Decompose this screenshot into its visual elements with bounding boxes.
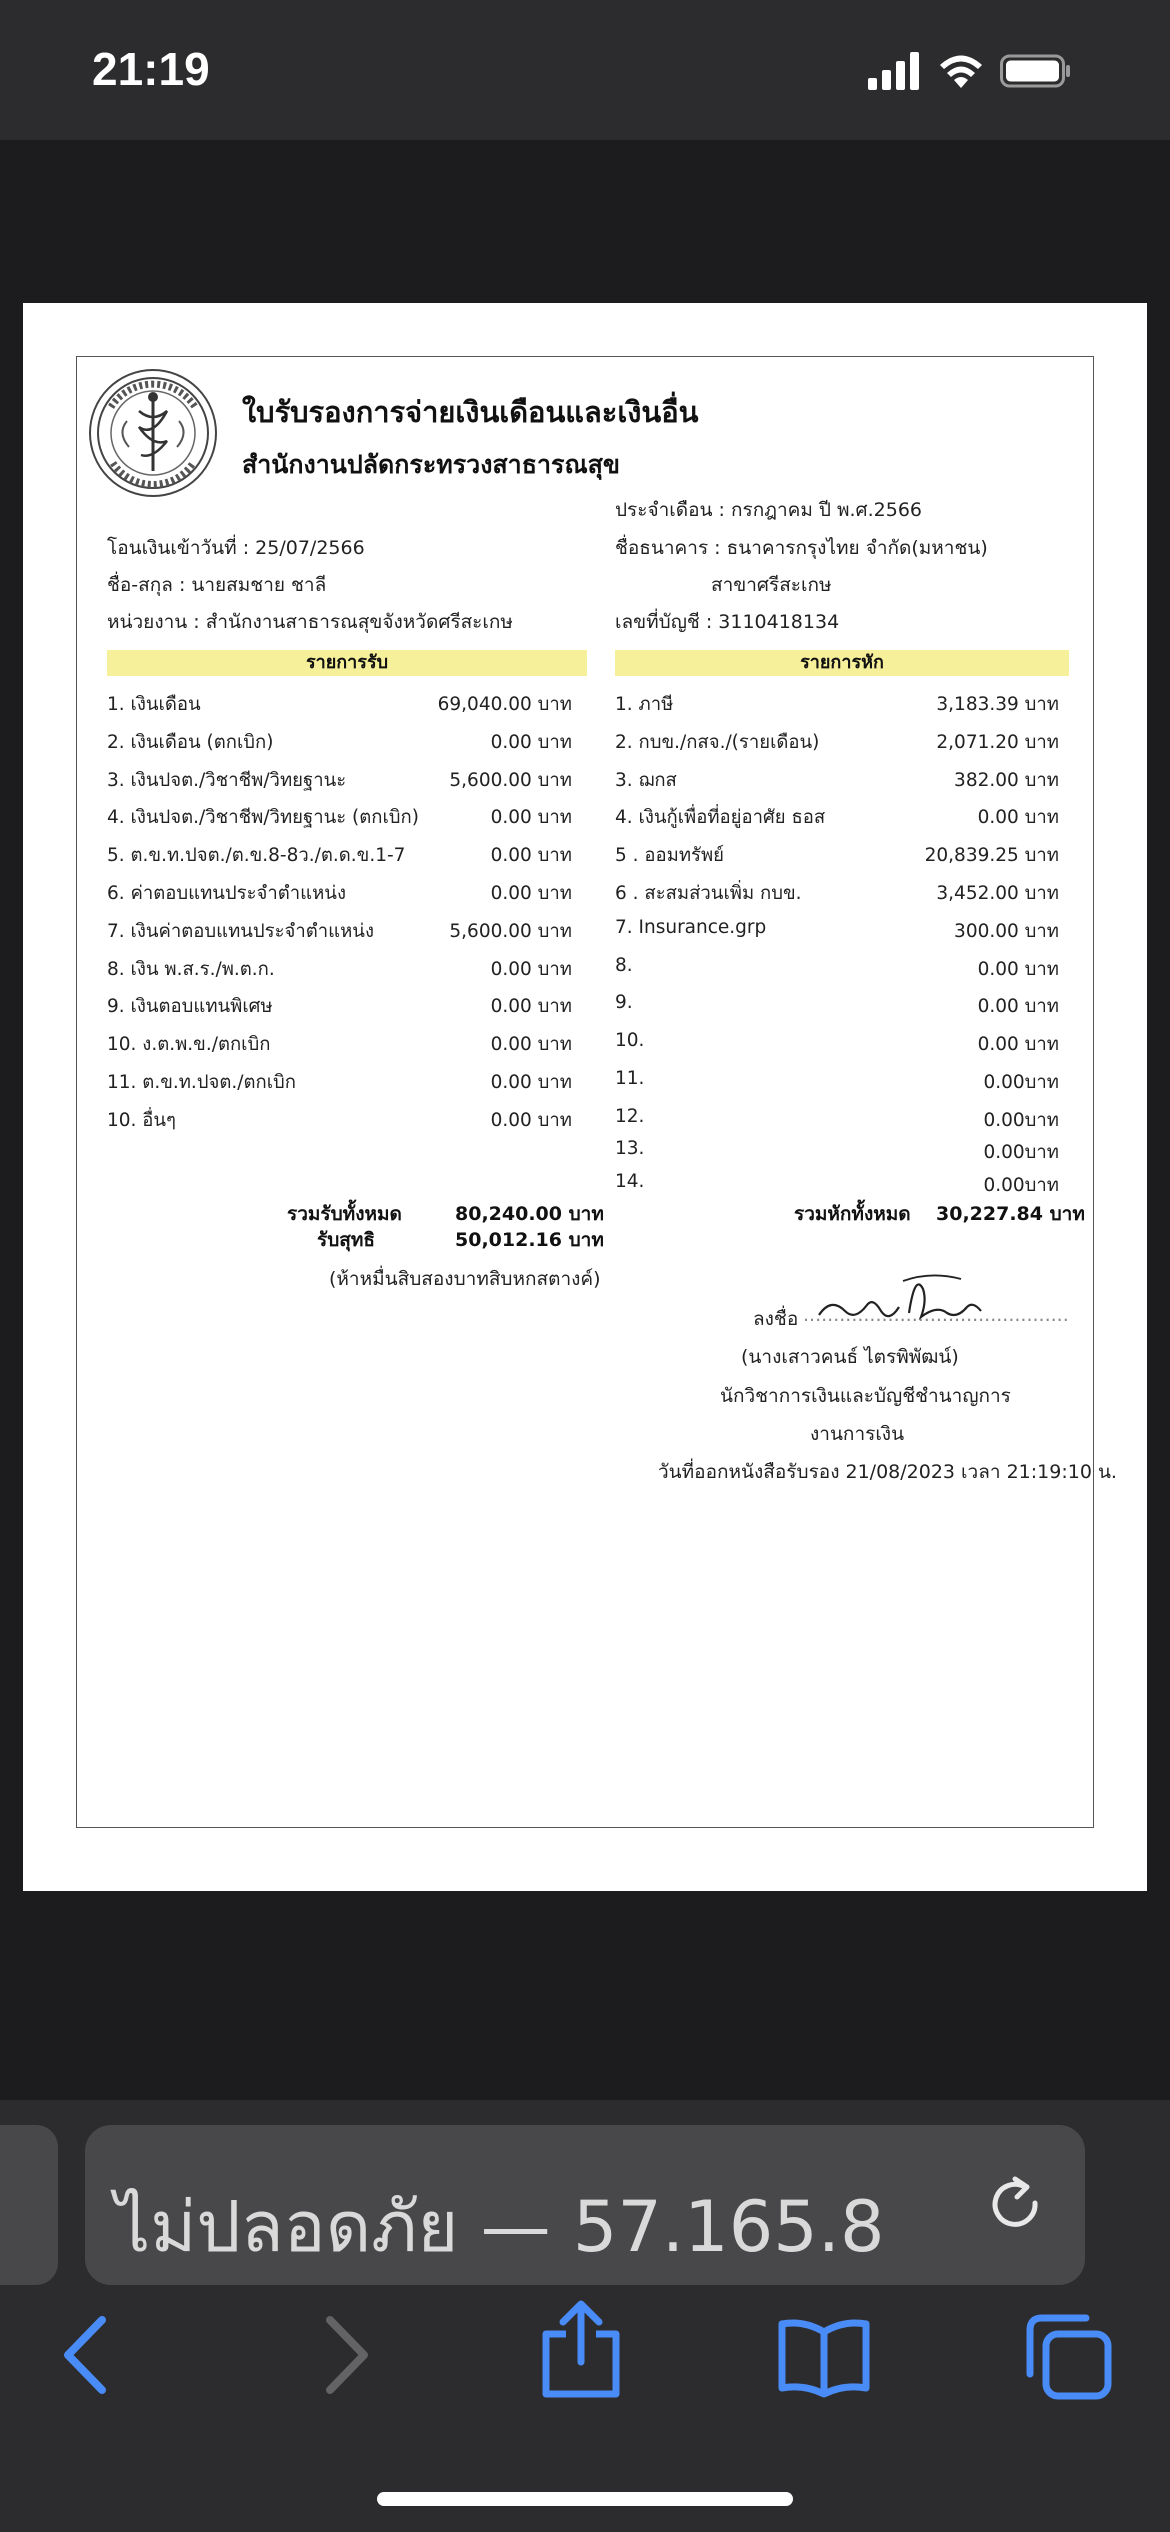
deduction-item-value: 3,183.39 บาท	[936, 694, 1059, 715]
deduction-item-row	[615, 955, 1059, 989]
deduction-item-label: 13.	[615, 1138, 645, 1160]
deduction-item-label: 7. Insurance.grp	[615, 916, 767, 938]
income-item-label: 3. เงินปจต./วิชาชีพ/วิทยฐานะ	[107, 769, 347, 791]
income-item-label: 7. เงินค่าตอบแทนประจำตำแหน่ง	[107, 920, 374, 942]
share-icon[interactable]	[536, 2300, 626, 2400]
deduction-item-row	[615, 1138, 1059, 1172]
income-item-label: 10. ง.ต.พ.ข./ตกเบิก	[107, 1034, 271, 1056]
deduction-item-row	[615, 728, 1059, 762]
bank-branch: สาขาศรีสะเกษ	[711, 574, 832, 596]
forward-icon[interactable]	[310, 2310, 380, 2400]
deduction-item-value: 0.00 บาท	[977, 1034, 1059, 1056]
deduction-item-label: 4. เงินกู้เพื่อที่อยู่อาศัย ธอส	[615, 807, 826, 829]
signature-dots: ............................................	[803, 1304, 1069, 1326]
total-income-label: รวมรับทั้งหมด	[287, 1203, 402, 1225]
total-income-value: 80,240.00 บาท	[455, 1203, 604, 1225]
back-icon[interactable]	[52, 2310, 122, 2400]
income-item-row	[107, 690, 572, 724]
deduction-item-row	[615, 879, 1059, 913]
income-item-row	[107, 917, 572, 951]
deduction-item-value: 0.00 บาท	[977, 958, 1059, 980]
pay-month: ประจำเดือน : กรกฎาคม ปี พ.ศ.2566	[615, 499, 923, 521]
employee-unit: หน่วยงาน : สำนักงานสาธารณสุขจังหวัดศรีสะเกษ	[107, 611, 513, 633]
deduction-item-value: 2,071.20 บาท	[936, 731, 1059, 753]
income-item-value: 0.00 บาท	[490, 731, 572, 753]
income-item-row	[107, 1068, 572, 1102]
document-page	[23, 303, 1147, 1891]
ministry-seal-icon	[87, 367, 219, 499]
signer-department: งานการเงิน	[810, 1423, 905, 1445]
deduction-item-row	[615, 690, 1059, 724]
income-item-value: 0.00 บาท	[490, 883, 572, 904]
deduction-item-value: 0.00บาท	[983, 1072, 1059, 1093]
wifi-icon	[938, 52, 984, 90]
income-item-label: 8. เงิน พ.ส.ร./พ.ต.ก.	[107, 958, 275, 980]
income-item-row	[107, 728, 572, 762]
tabs-icon[interactable]	[1022, 2310, 1116, 2404]
income-item-label: 2. เงินเดือน (ตกเบิก)	[107, 731, 274, 753]
certificate-frame	[76, 356, 1117, 1828]
income-item-label: 9. เงินตอบแทนพิเศษ	[107, 996, 273, 1018]
sign-label: ลงชื่อ	[753, 1308, 799, 1330]
income-item-value: 69,040.00 บาท	[437, 694, 572, 715]
signer-position: นักวิชาการเงินและบัญชีชำนาญการ	[720, 1385, 1011, 1407]
deduction-item-value: 20,839.25 บาท	[924, 845, 1059, 867]
income-item-value: 0.00 บาท	[490, 1072, 572, 1093]
transfer-date: โอนเงินเข้าวันที่ : 25/07/2566	[107, 537, 365, 559]
deduction-item-row	[615, 766, 1059, 800]
income-item-value: 0.00 บาท	[490, 1034, 572, 1056]
deduction-header: รายการหัก	[615, 650, 1069, 676]
account-number: เลขที่บัญชี : 3110418134	[615, 611, 840, 633]
document-subtitle: สำนักงานปลัดกระทรวงสาธารณสุข	[242, 450, 620, 479]
income-item-row	[107, 1106, 572, 1140]
income-header: รายการรับ	[107, 650, 587, 676]
bookmarks-icon[interactable]	[776, 2318, 872, 2398]
income-item-value: 0.00 บาท	[490, 958, 572, 980]
income-item-row	[107, 803, 572, 837]
net-pay-value: 50,012.16 บาท	[455, 1229, 604, 1251]
deduction-item-row	[615, 1106, 1059, 1140]
deduction-item-label: 9.	[615, 992, 633, 1014]
previous-tab-peek[interactable]	[0, 2125, 58, 2285]
address-bar-text[interactable]: ไม่ปลอดภัย — 57.165.8	[115, 2186, 885, 2268]
deduction-item-row	[615, 803, 1059, 837]
total-deduction-label: รวมหักทั้งหมด	[794, 1203, 911, 1225]
income-item-row	[107, 955, 572, 989]
income-item-row	[107, 766, 572, 800]
status-time: 21:19	[92, 43, 210, 95]
reload-icon[interactable]	[985, 2173, 1049, 2237]
deduction-item-row	[615, 917, 1059, 951]
deduction-item-label: 12.	[615, 1105, 645, 1127]
deduction-item-value: 3,452.00 บาท	[936, 883, 1059, 904]
deduction-item-value: 300.00 บาท	[954, 920, 1059, 942]
net-pay-words: (ห้าหมื่นสิบสองบาทสิบหกสตางค์)	[329, 1268, 601, 1290]
income-item-row	[107, 879, 572, 913]
deduction-item-value: 0.00 บาท	[977, 807, 1059, 829]
income-item-label: 5. ต.ข.ท.ปจต./ต.ข.8-8ว./ต.ด.ข.1-7	[107, 845, 406, 867]
income-item-row	[107, 992, 572, 1026]
signer-name: (นางเสาวคนธ์ ไตรพิพัฒน์)	[741, 1346, 959, 1368]
income-item-value: 0.00 บาท	[490, 996, 572, 1018]
deduction-item-value: 0.00บาท	[983, 1142, 1059, 1164]
income-item-label: 1. เงินเดือน	[107, 694, 201, 715]
deduction-item-label: 6 . สะสมส่วนเพิ่ม กบข.	[615, 883, 802, 904]
deduction-item-value: 0.00 บาท	[977, 996, 1059, 1018]
address-bar[interactable]	[85, 2125, 1085, 2285]
cellular-signal-icon	[868, 52, 920, 90]
income-item-value: 5,600.00 บาท	[449, 769, 572, 791]
deduction-item-row	[615, 1030, 1059, 1064]
signature-icon	[811, 1267, 991, 1331]
document-title: ใบรับรองการจ่ายเงินเดือนและเงินอื่น	[242, 395, 699, 429]
deduction-item-label: 5 . ออมทรัพย์	[615, 845, 724, 867]
deduction-item-label: 14.	[615, 1170, 645, 1192]
employee-name: ชื่อ-สกุล : นายสมชาย ชาลี	[107, 574, 327, 596]
income-item-value: 0.00 บาท	[490, 1109, 572, 1131]
deduction-item-label: 10.	[615, 1030, 645, 1052]
total-deduction-value: 30,227.84 บาท	[936, 1203, 1085, 1225]
income-item-label: 10. อื่นๆ	[107, 1109, 176, 1131]
income-item-label: 4. เงินปจต./วิชาชีพ/วิทยฐานะ (ตกเบิก)	[107, 807, 419, 829]
income-item-value: 5,600.00 บาท	[449, 920, 572, 942]
bank-name: ชื่อธนาคาร : ธนาคารกรุงไทย จำกัด(มหาชน)	[615, 537, 988, 559]
deduction-item-row	[615, 1068, 1059, 1102]
deduction-item-label: 11.	[615, 1068, 645, 1089]
deduction-item-value: 0.00บาท	[983, 1109, 1059, 1131]
income-item-value: 0.00 บาท	[490, 845, 572, 867]
deduction-item-label: 1. ภาษี	[615, 694, 674, 715]
issued-at: วันที่ออกหนังสือรับรอง 21/08/2023 เวลา 21:19:10 น.	[658, 1461, 1117, 1483]
deduction-item-label: 3. ฌกส	[615, 769, 677, 791]
income-item-value: 0.00 บาท	[490, 807, 572, 829]
status-bar	[0, 0, 1170, 140]
deduction-item-label: 8.	[615, 954, 633, 976]
income-item-row	[107, 1030, 572, 1064]
battery-icon	[1000, 52, 1072, 90]
home-indicator[interactable]	[377, 2492, 793, 2506]
deduction-item-label: 2. กบข./กสจ./(รายเดือน)	[615, 731, 820, 753]
deduction-item-value: 382.00 บาท	[954, 769, 1059, 791]
deduction-item-value: 0.00บาท	[983, 1174, 1059, 1196]
income-item-label: 6. ค่าตอบแทนประจำตำแหน่ง	[107, 883, 346, 904]
income-item-row	[107, 841, 572, 875]
deduction-item-row	[615, 841, 1059, 875]
deduction-item-row	[615, 992, 1059, 1026]
income-item-label: 11. ต.ข.ท.ปจต./ตกเบิก	[107, 1072, 296, 1093]
net-pay-label: รับสุทธิ	[317, 1229, 375, 1251]
